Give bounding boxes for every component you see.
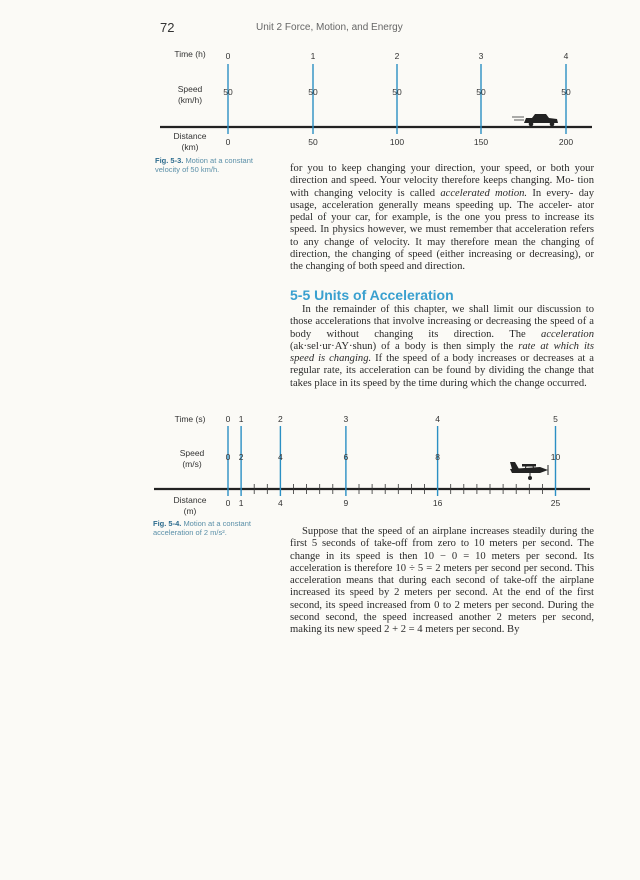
- fig3-speed-value: 50: [476, 87, 486, 97]
- fig4-time-label: Time (s): [174, 414, 206, 424]
- fig4-time-value: 2: [278, 414, 283, 424]
- fig3-speed-value: 50: [308, 87, 318, 97]
- fig4-speed-value: 8: [435, 452, 440, 462]
- fig4-speed-value: 2: [238, 452, 244, 462]
- fig4-speed-value: 4: [278, 452, 283, 462]
- fig3-time-value: 0: [225, 51, 231, 61]
- fig4-distance-value: 16: [432, 498, 443, 508]
- fig4-speed-value: 6: [343, 452, 349, 462]
- fig3-caption: Fig. 5-3. Motion at a constant velocity of 50 km/h.: [155, 156, 253, 174]
- paragraph-airplane-example: Suppose that the speed of an airplane increases steadily during the first 5 seconds of take-off from zero to 10 meters per second. The change in its speed is then 10 − 0 = 10 meters per second. Its acceleration is therefore 10 ÷ 5 = 2 meters per second per second. This acceleration means that during each second of take-off the airplane increased its speed by 2 meters per second. At the end of the first second, its speed increased from 0 to 2 meters per second. During the second second, the speed increased another 2 meters per second, making its new speed 2 + 2 = 4 meters per second. By: [290, 526, 594, 636]
- fig3-time-value: 3: [478, 51, 484, 61]
- fig3-distance-value: 200: [558, 137, 574, 147]
- fig4-time-value: 5: [553, 414, 558, 424]
- fig4-time-value: 1: [238, 414, 244, 424]
- page-number: 72: [160, 20, 175, 35]
- car-icon: [512, 114, 558, 126]
- running-head: Unit 2 Force, Motion, and Energy: [256, 22, 403, 33]
- fig3-time-label: Time (h): [174, 49, 206, 59]
- fig3-speed-value: 50: [223, 87, 233, 97]
- fig4-distance-label: Distance (m): [173, 495, 207, 516]
- fig4-speed-value: 0: [225, 452, 231, 462]
- fig3-time-value: 4: [563, 51, 569, 61]
- fig4-speed-label: Speed (m/s): [179, 448, 205, 469]
- fig4-time-value: 3: [343, 414, 349, 424]
- fig3-distance-value: 0: [225, 137, 231, 147]
- section-heading: 5-5 Units of Acceleration: [290, 287, 454, 303]
- fig3-time-value: 2: [394, 51, 400, 61]
- fig3-distance-label: Distance (km): [173, 131, 207, 152]
- fig3-speed-value: 50: [392, 87, 402, 97]
- fig4-time-value: 4: [435, 414, 440, 424]
- page-header: [0, 20, 640, 40]
- fig4-distance-value: 9: [343, 498, 349, 508]
- fig3-distance-value: 50: [308, 137, 318, 147]
- fig3-distance-value: 150: [473, 137, 489, 147]
- fig4-speed-value: 10: [550, 452, 561, 462]
- fig3-distance-value: 100: [389, 137, 405, 147]
- paragraph-units-of-acceleration: In the remainder of this chapter, we shall limit our discussion to those accelerations that involve increasing or decreasing the speed of a body without changing its direction. The acceleration (ak·sel·ur·AY·shun) of a body is then simply the rate at which its speed is changing. If the speed of a body increases or decreases at a regular rate, its acceleration can be found by dividing the change that takes place in its speed by the time during which the change occurred.: [290, 304, 595, 389]
- fig3-speed-value: 50: [561, 87, 571, 97]
- fig4-time-value: 0: [225, 414, 231, 424]
- fig4-distance-value: 4: [278, 498, 283, 508]
- fig4-distance-value: 25: [550, 498, 561, 508]
- fig4-distance-value: 0: [225, 498, 231, 508]
- paragraph-continuation: for you to keep changing your direction, your speed, or both your direction and speed. Your velocity therefore keeps changing. Mo- tion with changing velocity is called accelerated motion. In every- day usage, acceleration generally means speeding up. The acceler- ator pedal of your car, for example, is the one you press to increase its speed. In physics however, we must remember that acceleration refers to any change of velocity. It may therefore mean the changing of direction, the changing of speed (either increasing or decreasing), or the changing of both speed and direction.: [290, 163, 595, 273]
- fig4-caption: Fig. 5-4. Motion at a constant acceleration of 2 m/s².: [153, 519, 251, 537]
- fig3-time-value: 1: [310, 51, 316, 61]
- fig4-distance-value: 1: [238, 498, 244, 508]
- fig3-speed-label: Speed (km/h): [177, 84, 203, 105]
- airplane-icon: [510, 462, 548, 480]
